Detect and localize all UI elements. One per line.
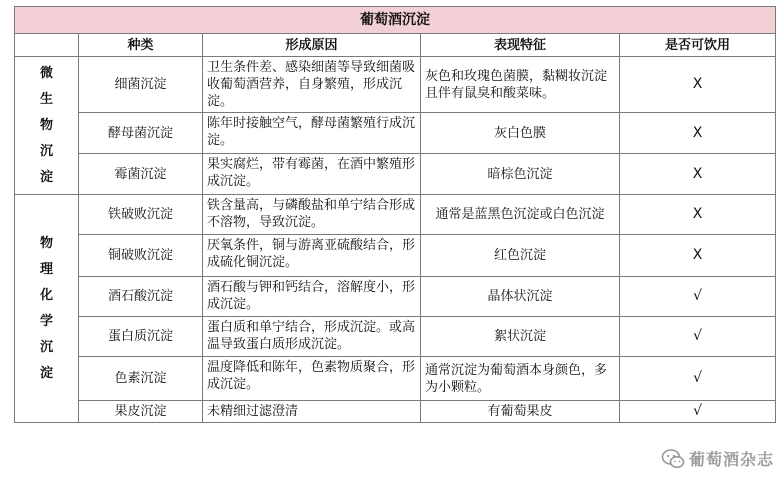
header-feature: 表现特征	[421, 34, 620, 57]
table-row	[15, 235, 776, 277]
cause-cell: 未精细过滤澄清	[203, 401, 421, 423]
table-row	[15, 357, 776, 401]
drinkable-cell: X	[620, 154, 776, 195]
type-cell: 酵母菌沉淀	[79, 113, 203, 154]
header-row	[15, 34, 776, 57]
table-row	[15, 57, 776, 113]
category-label-char: 理	[39, 261, 53, 277]
category-label-char: 物	[39, 117, 53, 133]
table-row	[15, 277, 776, 317]
header-drinkable: 是否可饮用	[620, 34, 776, 57]
feature-cell: 有葡萄果皮	[421, 401, 620, 423]
feature-cell: 灰白色膜	[421, 113, 620, 154]
table-row	[15, 154, 776, 195]
category-label-char: 学	[39, 313, 53, 329]
drinkable-cell: √	[620, 401, 776, 423]
drinkable-cell: X	[620, 195, 776, 235]
table-row	[15, 195, 776, 235]
drinkable-cell: X	[620, 113, 776, 154]
type-cell: 霉菌沉淀	[79, 154, 203, 195]
category-label-char: 微	[39, 65, 53, 81]
cause-cell: 卫生条件差、感染细菌等导致细菌吸收葡萄酒营养，自身繁殖，形成沉淀。	[203, 57, 421, 113]
title-row	[15, 7, 776, 34]
cause-cell: 厌氧条件，铜与游离亚硫酸结合，形成硫化铜沉淀。	[203, 235, 421, 277]
category-label-char: 化	[39, 287, 53, 303]
sediment-table-container	[14, 6, 775, 423]
type-cell: 铜破败沉淀	[79, 235, 203, 277]
category-label-char: 淀	[39, 365, 53, 381]
type-cell: 铁破败沉淀	[79, 195, 203, 235]
cause-cell: 铁含量高，与磷酸盐和单宁结合形成不溶物，导致沉淀。	[203, 195, 421, 235]
feature-cell: 灰色和玫瑰色菌膜，黏糊妆沉淀且伴有鼠臭和酸菜味。	[421, 57, 620, 113]
header-cause: 形成原因	[203, 34, 421, 57]
sediment-table	[14, 6, 776, 423]
feature-cell: 晶体状沉淀	[421, 277, 620, 317]
cause-cell: 果实腐烂，带有霉菌，在酒中繁殖形成沉淀。	[203, 154, 421, 195]
watermark	[661, 447, 774, 470]
table-row	[15, 317, 776, 357]
type-cell: 色素沉淀	[79, 357, 203, 401]
feature-cell: 通常沉淀为葡萄酒本身颜色，多为小颗粒。	[421, 357, 620, 401]
feature-cell: 暗棕色沉淀	[421, 154, 620, 195]
type-cell: 蛋白质沉淀	[79, 317, 203, 357]
category-label-char: 沉	[39, 339, 53, 355]
table-title: 葡萄酒沉淀	[15, 7, 776, 34]
header-type: 种类	[79, 34, 203, 57]
table-row	[15, 113, 776, 154]
category-label-char: 生	[39, 91, 53, 107]
type-cell: 细菌沉淀	[79, 57, 203, 113]
drinkable-cell: √	[620, 317, 776, 357]
cause-cell: 酒石酸与钾和钙结合，溶解度小，形成沉淀。	[203, 277, 421, 317]
type-cell: 果皮沉淀	[79, 401, 203, 423]
table-row	[15, 401, 776, 423]
category-label	[15, 57, 79, 195]
drinkable-cell: √	[620, 357, 776, 401]
type-cell: 酒石酸沉淀	[79, 277, 203, 317]
drinkable-cell: √	[620, 277, 776, 317]
category-label-char: 淀	[39, 169, 53, 185]
header-blank	[15, 34, 79, 57]
wechat-icon	[661, 448, 685, 470]
cause-cell: 陈年时接触空气，酵母菌繁殖行成沉淀。	[203, 113, 421, 154]
drinkable-cell: X	[620, 57, 776, 113]
watermark-text: 葡萄酒杂志	[688, 450, 774, 469]
category-label-char: 沉	[39, 143, 53, 159]
feature-cell: 通常是蓝黑色沉淀或白色沉淀	[421, 195, 620, 235]
feature-cell: 絮状沉淀	[421, 317, 620, 357]
category-label	[15, 195, 79, 423]
cause-cell: 温度降低和陈年，色素物质聚合，形成沉淀。	[203, 357, 421, 401]
cause-cell: 蛋白质和单宁结合，形成沉淀。或高温导致蛋白质形成沉淀。	[203, 317, 421, 357]
drinkable-cell: X	[620, 235, 776, 277]
category-label-char: 物	[39, 235, 53, 251]
feature-cell: 红色沉淀	[421, 235, 620, 277]
